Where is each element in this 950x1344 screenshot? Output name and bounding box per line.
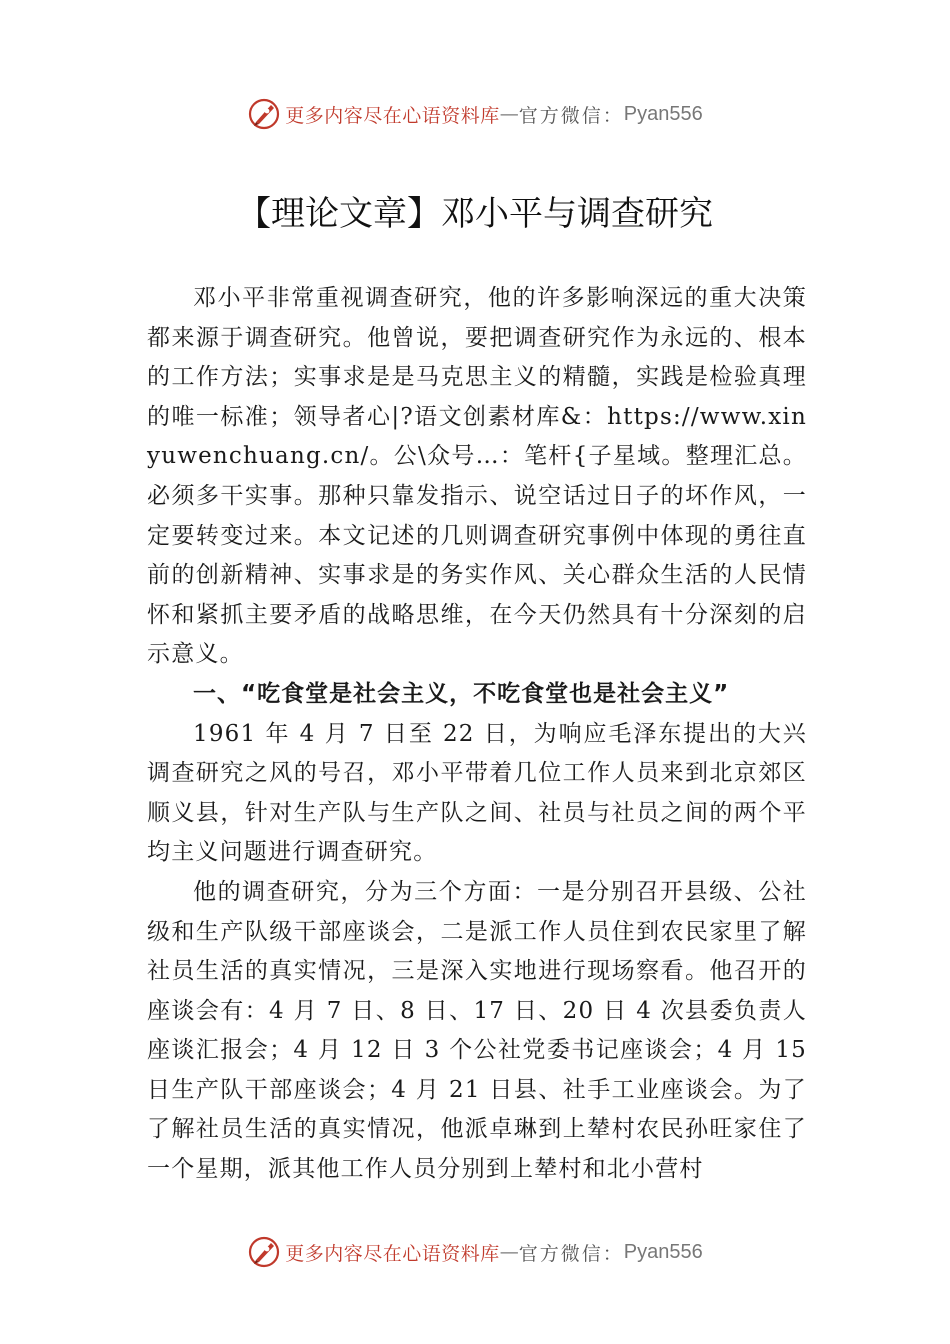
- section1-paragraph-1: 1961 年 4 月 7 日至 22 日，为响应毛泽东提出的大兴调查研究之风的号召，邓小平带着几位工作人员来到北京郊区顺义县，针对生产队与生产队之间、社员与社员之间的两个平均主义问题进行调查研究。: [147, 720, 807, 866]
- section-heading-1: 一、“吃食堂是社会主义，不吃食堂也是社会主义”: [193, 680, 730, 707]
- header-banner: [0, 94, 950, 134]
- banner-source-text: 更多内容尽在心语资料库: [285, 104, 500, 127]
- banner-source-text: 更多内容尽在心语资料库: [285, 1242, 500, 1265]
- pen-logo-icon: [247, 1235, 281, 1269]
- banner-dash: —: [499, 1241, 519, 1263]
- intro-paragraph: 邓小平非常重视调查研究，他的许多影响深远的重大决策都来源于调查研究。他曾说，要把调查研究作为永远的、根本的工作方法；实事求是是马克思主义的精髓，实践是检验真理的唯一标准；领导者心|?语文创素材库&：https://www.xinyuwenchuang.cn/。公\众号…：笔杆{子星域。整理汇总。必须多干实事。那种只靠发指示、说空话过日子的坏作风，一定要转变过来。本文记述的几则调查研究事例中体现的勇往直前的创新精神、实事求是的务实作风、关心群众生活的人民情怀和紧抓主要矛盾的战略思维，在今天仍然具有十分深刻的启示意义。: [147, 285, 807, 668]
- banner-wechat-label: 官方微信：: [518, 1242, 624, 1265]
- section1-paragraph-2: 他的调查研究，分为三个方面：一是分别召开县级、公社级和生产队级干部座谈会，二是派工作人员住到农民家里了解社员生活的真实情况，三是深入实地进行现场察看。他召开的座谈会有：4 月 7 日、8 日、17 日、20 日 4 次县委负责人座谈汇报会；4 月 12 日 3 个公社党委书记座谈会；4 月 15 日生产队干部座谈会；4 月 21 日县、社手工业座谈会。为了了解社员生活的真实情况，他派卓琳到上辇村农民孙旺家住了一个星期，派其他工作人员分别到上辇村和北小营村: [147, 878, 807, 1183]
- banner-dash: —: [499, 103, 519, 125]
- banner-wechat-id: Pyan556: [623, 102, 703, 125]
- pen-logo-icon: [247, 97, 281, 131]
- document-body: [147, 279, 807, 1190]
- banner-wechat-label: 官方微信：: [518, 104, 624, 127]
- banner-wechat-id: Pyan556: [623, 1240, 703, 1263]
- footer-banner: [0, 1232, 950, 1272]
- document-title: 【理论文章】邓小平与调查研究: [237, 194, 713, 234]
